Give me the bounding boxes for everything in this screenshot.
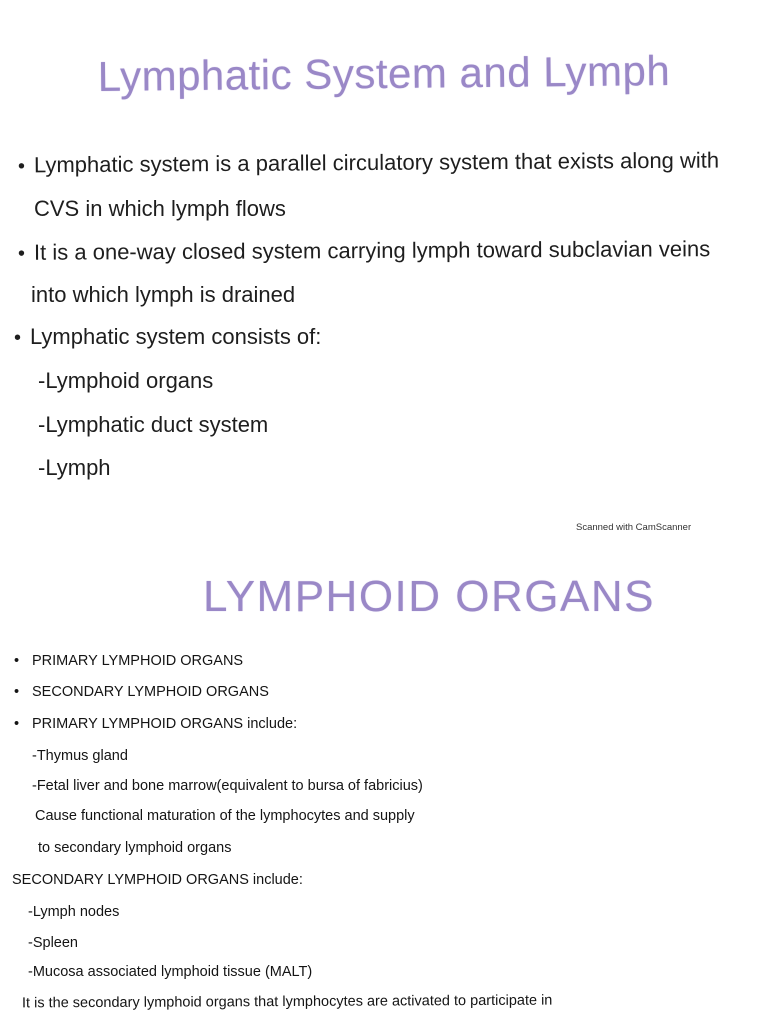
bullet-glyph: •	[14, 684, 20, 700]
slide1-bullet-3: • Lymphatic system consists of:	[14, 324, 322, 349]
primary-item-function-line-2: to secondary lymphoid organs	[38, 840, 232, 856]
bullet-glyph: •	[14, 653, 20, 669]
slide1-bullet-2-line-2: into which lymph is drained	[31, 282, 296, 307]
slide2-title: LYMPHOID ORGANS	[203, 572, 655, 621]
secondary-item-spleen: -Spleen	[28, 935, 78, 951]
bullet-glyph: •	[14, 716, 20, 732]
slide2-bullet-3: • PRIMARY LYMPHOID ORGANS include:	[14, 716, 298, 732]
primary-item-thymus: -Thymus gland	[32, 748, 128, 764]
slide1-bullet-1-line-1: • Lymphatic system is a parallel circulatory system that exists along with	[17, 147, 720, 178]
primary-item-fetal-liver: -Fetal liver and bone marrow(equivalent to bursa of fabricius)	[32, 778, 423, 794]
secondary-item-lymph-nodes: -Lymph nodes	[28, 904, 120, 920]
slide1-sub-item-1: -Lymphoid organs	[38, 368, 214, 393]
slide1-title: Lymphatic System and Lymph	[97, 47, 671, 100]
slide1-sub-item-3: -Lymph	[38, 455, 111, 480]
bullet-glyph: •	[17, 242, 26, 265]
secondary-item-malt: -Mucosa associated lymphoid tissue (MALT)	[28, 964, 313, 980]
slide1-sub-item-2: -Lymphatic duct system	[38, 412, 269, 437]
slide2-bullet-1: • PRIMARY LYMPHOID ORGANS	[14, 653, 244, 669]
slide2-bullet-2: • SECONDARY LYMPHOID ORGANS	[14, 684, 269, 700]
bullet-glyph: •	[17, 155, 26, 178]
slide1-bullet-1-line-2: CVS in which lymph flows	[34, 196, 286, 221]
camscanner-watermark: Scanned with CamScanner	[576, 522, 692, 533]
bullet-glyph: •	[14, 327, 22, 349]
slide1-bullet-2-line-1: • It is a one-way closed system carrying lymph toward subclavian veins	[17, 236, 711, 265]
primary-item-function-line-1: Cause functional maturation of the lymphocytes and supply	[35, 808, 415, 824]
secondary-heading: SECONDARY LYMPHOID ORGANS include:	[12, 872, 303, 888]
slide2-footer-line: It is the secondary lymphoid organs that lymphocytes are activated to participate in	[21, 992, 553, 1012]
